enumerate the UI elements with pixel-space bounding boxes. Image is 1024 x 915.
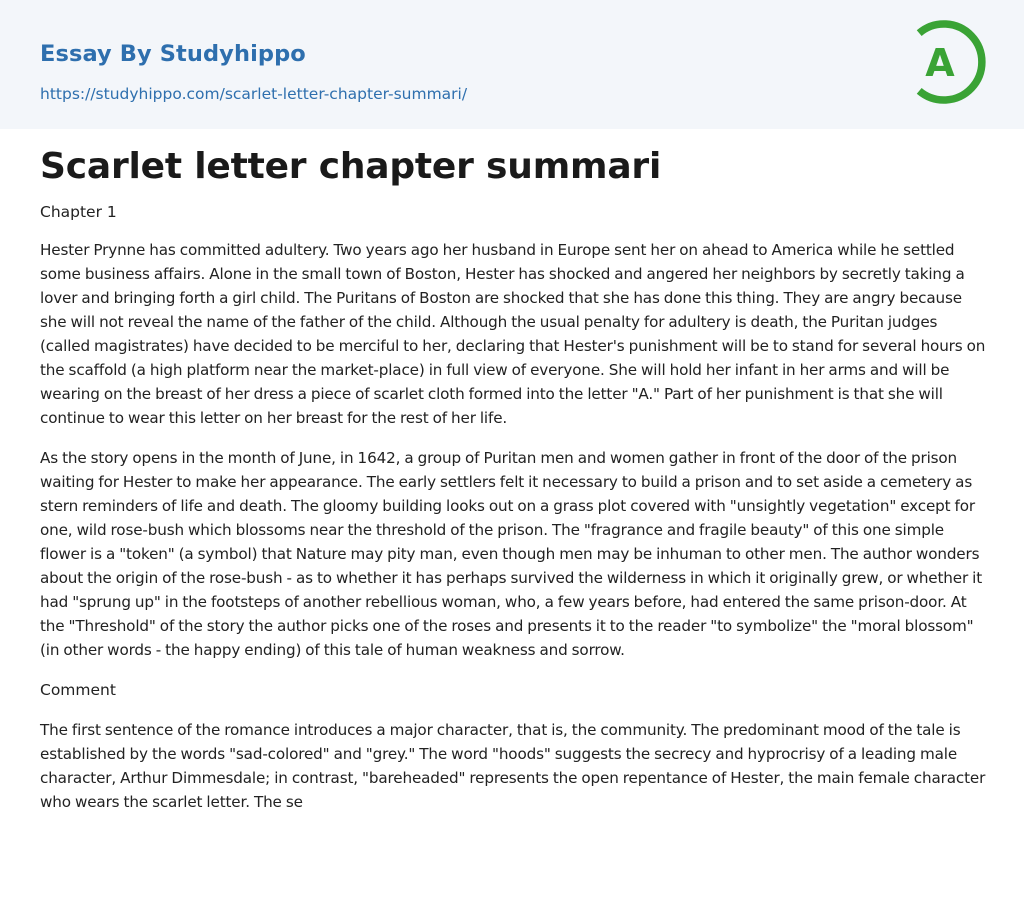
- site-title[interactable]: Essay By Studyhippo: [40, 41, 306, 67]
- comment-label: Comment: [40, 681, 116, 699]
- chapter-label: Chapter 1: [40, 203, 117, 221]
- studyhippo-logo-icon[interactable]: [908, 19, 988, 105]
- article: [40, 141, 986, 814]
- paragraph: Hester Prynne has committed adultery. Two years ago her husband in Europe sent her on ahead to America while he settled some business affairs. Alone in the small town of Boston, Hester has shocked and angered her neighbors by secretly taking a lover and bringing forth a girl child. The Puritans of Boston are shocked that she has done this thing. They are angry because she will not reveal the name of the father of the child. Although the usual penalty for adultery is death, the Puritan judges (called magistrates) have decided to be merciful to her, declaring that Hester's punishment will be to stand for several hours on the scaffold (a high platform near the market-place) in full view of everyone. She will hold her infant in her arms and will be wearing on the breast of her dress a piece of scarlet cloth formed into the letter "A." Part of her punishment is that she will continue to wear this letter on her breast for the rest of her life.: [40, 241, 986, 427]
- paragraph: As the story opens in the month of June, in 1642, a group of Puritan men and women gather in front of the door of the prison waiting for Hester to make her appearance. The early settlers felt it necessary to build a prison and to set aside a cemetery as stern reminders of life and death. The gloomy building looks out on a grass plot covered with "unsightly vegetation" except for one, wild rose-bush which blossoms near the threshold of the prison. The "fragrance and fragile beauty" of this one simple flower is a "token" (a symbol) that Nature may pity man, even though men may be inhuman to other men. The author wonders about the origin of the rose-bush - as to whether it has perhaps survived the wilderness in which it originally grew, or whether it had "sprung up" in the footsteps of another rebellious woman, who, a few years before, had entered the same prison-door. At the "Threshold" of the story the author picks one of the roses and presents it to the reader "to symbolize" the "moral blossom" (in other words - the happy ending) of this tale of human weakness and sorrow.: [40, 449, 983, 659]
- site-header: [0, 0, 1024, 129]
- logo-letter: A: [925, 41, 955, 85]
- essay-url-link[interactable]: https://studyhippo.com/scarlet-letter-chapter-summari/: [40, 85, 468, 103]
- page-title: Scarlet letter chapter summari: [40, 146, 662, 187]
- comment-paragraph: The first sentence of the romance introduces a major character, that is, the community. The predominant mood of the tale is established by the words "sad-colored" and "grey." The word "hoods" suggests the secrecy and hyprocrisy of a leading male character, Arthur Dimmesdale; in contrast, "bareheaded" represents the open repentance of Hester, the main female character who wears the scarlet letter. The se: [40, 721, 986, 811]
